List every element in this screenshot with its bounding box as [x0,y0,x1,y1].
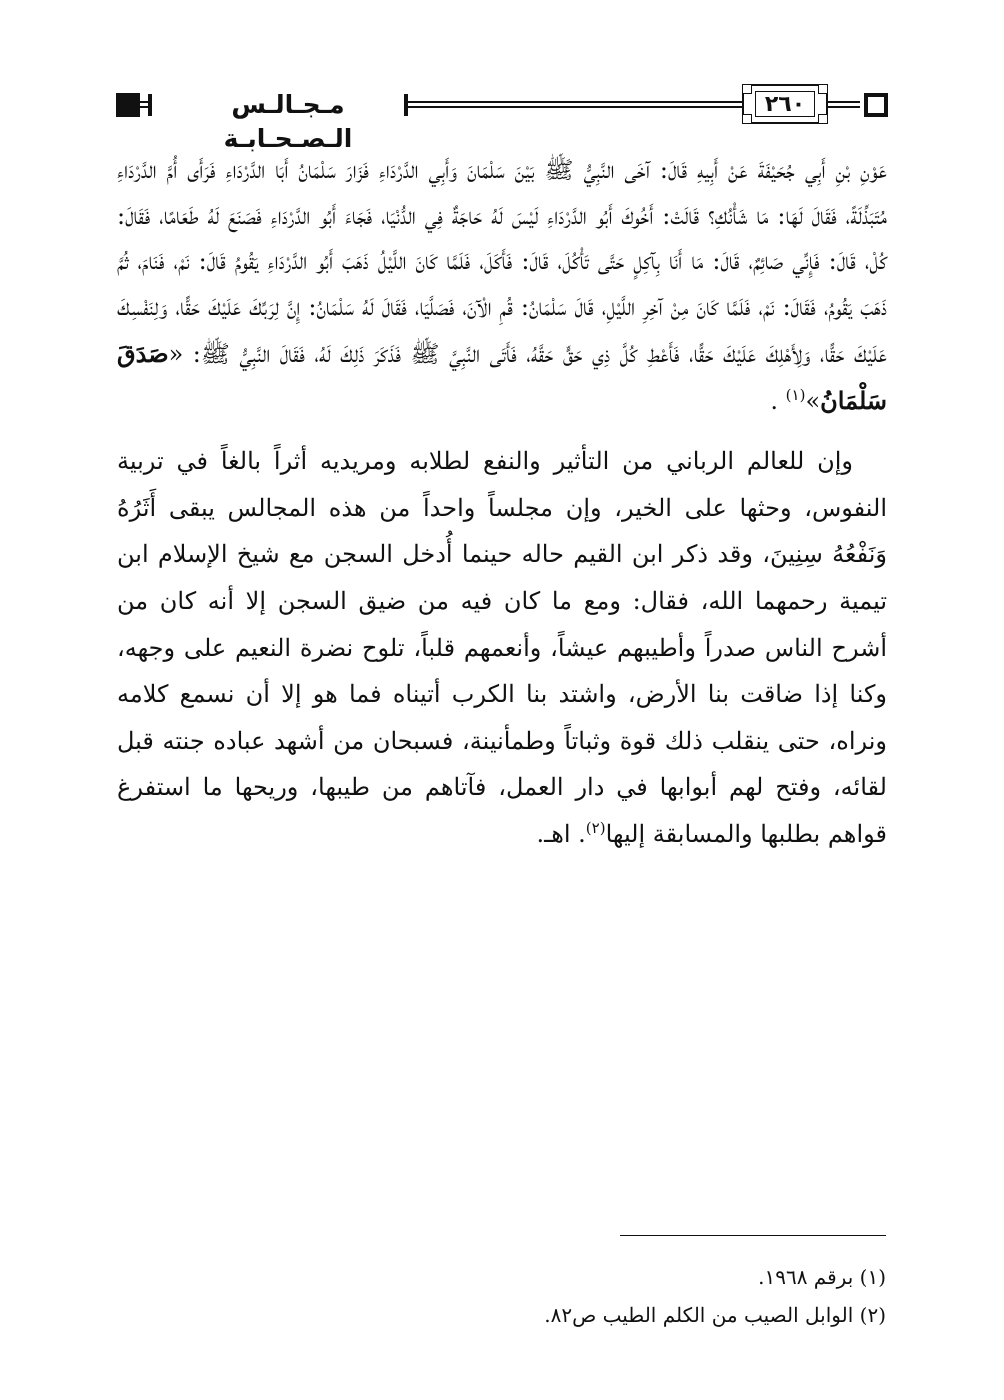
header-divider [148,94,152,116]
header-ornament-right [864,93,888,117]
hadith-end: . [770,386,786,415]
page-number: ٢٦٠ [764,92,806,117]
footnote-ref-1: (١) [785,385,806,404]
header-rule [140,101,148,108]
hadith-text: عَوْنِ بْنِ أَبِي جُحَيْفَةَ عَنْ أَبِيهِ قَالَ: آخَى النَّبِيُّ ﷺ بَيْنَ سَلْمَانَ وَأَبِي الدَّرْدَاءِ فَزَارَ سَلْمَانُ أَبَا الدَّرْدَاءِ فَرَأَى أُمَّ الدَّرْدَاءِ مُتَبَذِّلَةً، فَقَالَ لَهَا: مَا شَأْنُكِ؟ قَالَتْ: أَخُوكَ أَبُو الدَّرْدَاءِ لَيْسَ لَهُ حَاجَةٌ فِي الدُّنْيَا، فَجَاءَ أَبُو الدَّرْدَاءِ فَصَنَعَ لَهُ طَعَامًا، فَقَالَ: كُلْ، قَالَ: فَإِنِّي صَائِمٌ، قَالَ: مَا أَنَا بِآكِلٍ حَتَّى تَأْكُلَ، قَالَ: فَأَكَلَ، فَلَمَّا كَانَ اللَّيْلُ ذَهَبَ أَبُو الدَّرْدَاءِ يَقُومُ قَالَ: نَمْ، فَنَامَ، ثُمَّ ذَهَبَ يَقُومُ، فَقَالَ: نَمْ، فَلَمَّا كَانَ مِنْ آخِرِ اللَّيْلِ، قَالَ سَلْمَانُ: قُمِ الْآنَ، فَصَلَّيَا، فَقَالَ لَهُ سَلْمَانُ: إِنَّ لِرَبِّكَ عَلَيْكَ حَقًّا، وَلِنَفْسِكَ عَلَيْكَ حَقًّا، وَلِأَهْلِكَ عَلَيْكَ حَقًّا، فَأَعْطِ كُلَّ ذِي حَقٍّ حَقَّهُ، فَأَتَى النَّبِيَّ ﷺ فَذَكَرَ ذَلِكَ لَهُ، فَقَالَ النَّبِيُّ ﷺ: « [117,156,887,368]
footnote-ref-2: (٢) [585,818,606,837]
header-ornament-left [116,93,140,117]
footnotes [386,1258,886,1334]
body-end: . اهـ. [536,819,586,848]
page-content [117,148,887,858]
page-number-frame [742,84,828,124]
hadith-quote-close: » [805,386,821,415]
header-rule [828,101,860,108]
body-text: وإن للعالم الرباني من التأثير والنفع لطلابه ومريديه أثراً بالغاً في تربية النفوس، وحثها على الخير، وإن مجلساً واحداً من هذه المجالس يبقى أَثَرُهُ وَنَفْعُهُ سِنِينَ، وقد ذكر ابن القيم حاله حينما أُدخل السجن مع شيخ الإسلام ابن تيمية رحمهما الله، فقال: ومع ما كان فيه من ضيق السجن إلا أنه كان من أشرح الناس صدراً وأطيبهم عيشاً، وأنعمهم قلباً، تلوح نضرة النعيم على وجهه، وكنا إذا ضاقت بنا الأرض، واشتد بنا الكرب أتيناه فما هو إلا أن نسمع كلامه ونراه، حتى ينقلب ذلك قوة وثباتاً وطمأنينة، فسبحان من أشهد عباده جنته قبل لقائه، وفتح لهم أبوابها في دار العمل، فآتاهم من طيبها، وريحها ما استفرغ قواهم بطلبها والمسابقة إليها [117,447,887,848]
footnote-1: (١) برقم ١٩٦٨. [758,1265,886,1289]
hadith-quote: صَدَقَ سَلْمَانُ [117,338,887,415]
header-rule [408,101,742,108]
footnote-2: (٢) الوابل الصيب من الكلم الطيب ص٨٢. [544,1303,886,1327]
page-header [116,84,888,153]
body-paragraph [117,438,887,857]
hadith-paragraph [117,148,887,424]
footnote-separator [620,1235,886,1236]
running-title: مـجـالـس الـصـحـابـة [223,90,353,153]
